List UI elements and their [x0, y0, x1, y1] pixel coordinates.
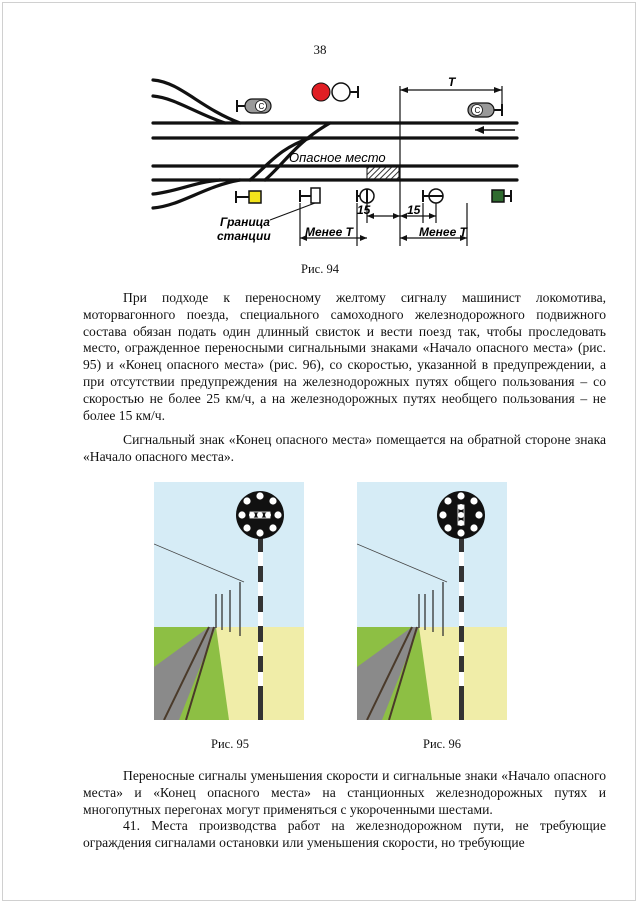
svg-text:С: С [474, 106, 481, 115]
whistle-sign-right [468, 103, 502, 117]
whistle-sign-left [237, 99, 271, 113]
label-boundary-1: Граница [220, 215, 270, 229]
track-curve-upper-1 [153, 80, 240, 123]
yellow-signal [236, 191, 261, 203]
end-danger-sign [423, 189, 443, 203]
label-15-right: 15 [407, 203, 421, 217]
figure-94-caption: Рис. 94 [301, 262, 339, 276]
track-curve-lower-2 [153, 180, 220, 194]
label-boundary-2: станции [217, 229, 271, 243]
direction-arrow [475, 126, 515, 134]
station-boundary-post [270, 188, 320, 220]
svg-text:С: С [258, 102, 265, 111]
paragraph-3: Переносные сигналы уменьшения скорости и сигнальные знаки «Начало опасного места» и «Конец опасного места» на станционных железнодорожных путях и многопутных перегонах могут применяться с укороченными шестами. [83, 768, 606, 817]
label-danger-place: Опасное место [289, 150, 386, 165]
figure-95-photo [154, 482, 304, 720]
label-less-t-left: Менее Т [305, 225, 353, 239]
paragraph-4: 41. Места производства работ на железнодорожном пути, не требующие ограждения сигналами остановки или уменьшения скорости, но требующие [83, 818, 606, 850]
page-number: 38 [313, 42, 327, 57]
label-t: Т [448, 75, 456, 89]
figure-94-diagram [145, 68, 525, 253]
paragraph-2: Сигнальный знак «Конец опасного места» помещается на обратной стороне знака «Начало опасного места». [83, 432, 606, 464]
figure-96-photo [357, 482, 507, 720]
start-danger-sign [357, 189, 374, 203]
danger-zone-hatch [367, 167, 399, 179]
label-less-t-right: Менее Т [419, 225, 467, 239]
figure-95-caption: Рис. 95 [211, 737, 249, 751]
red-white-signal [312, 83, 358, 101]
green-signal [492, 190, 511, 202]
figure-96-caption: Рис. 96 [423, 737, 461, 751]
label-15-left: 15 [357, 203, 371, 217]
paragraph-1: При подходе к переносному желтому сигналу машинист локомотива, моторвагонного поезда, специального самоходного железнодорожного подвижного состава обязан подать один длинный свисток и вести поезд так, чтобы проследовать место, огражденное переносными сигнальными знаками «Начало опасного места» (рис. 95) и «Конец опасного места» (рис. 96), со скоростью, указанной в предупреждении, а при отсутствии предупреждения на железнодорожных путях общего пользования – со скоростью не более 25 км/ч, а на железнодорожных путях необщего пользования – не более 15 км/ч. [83, 290, 606, 423]
